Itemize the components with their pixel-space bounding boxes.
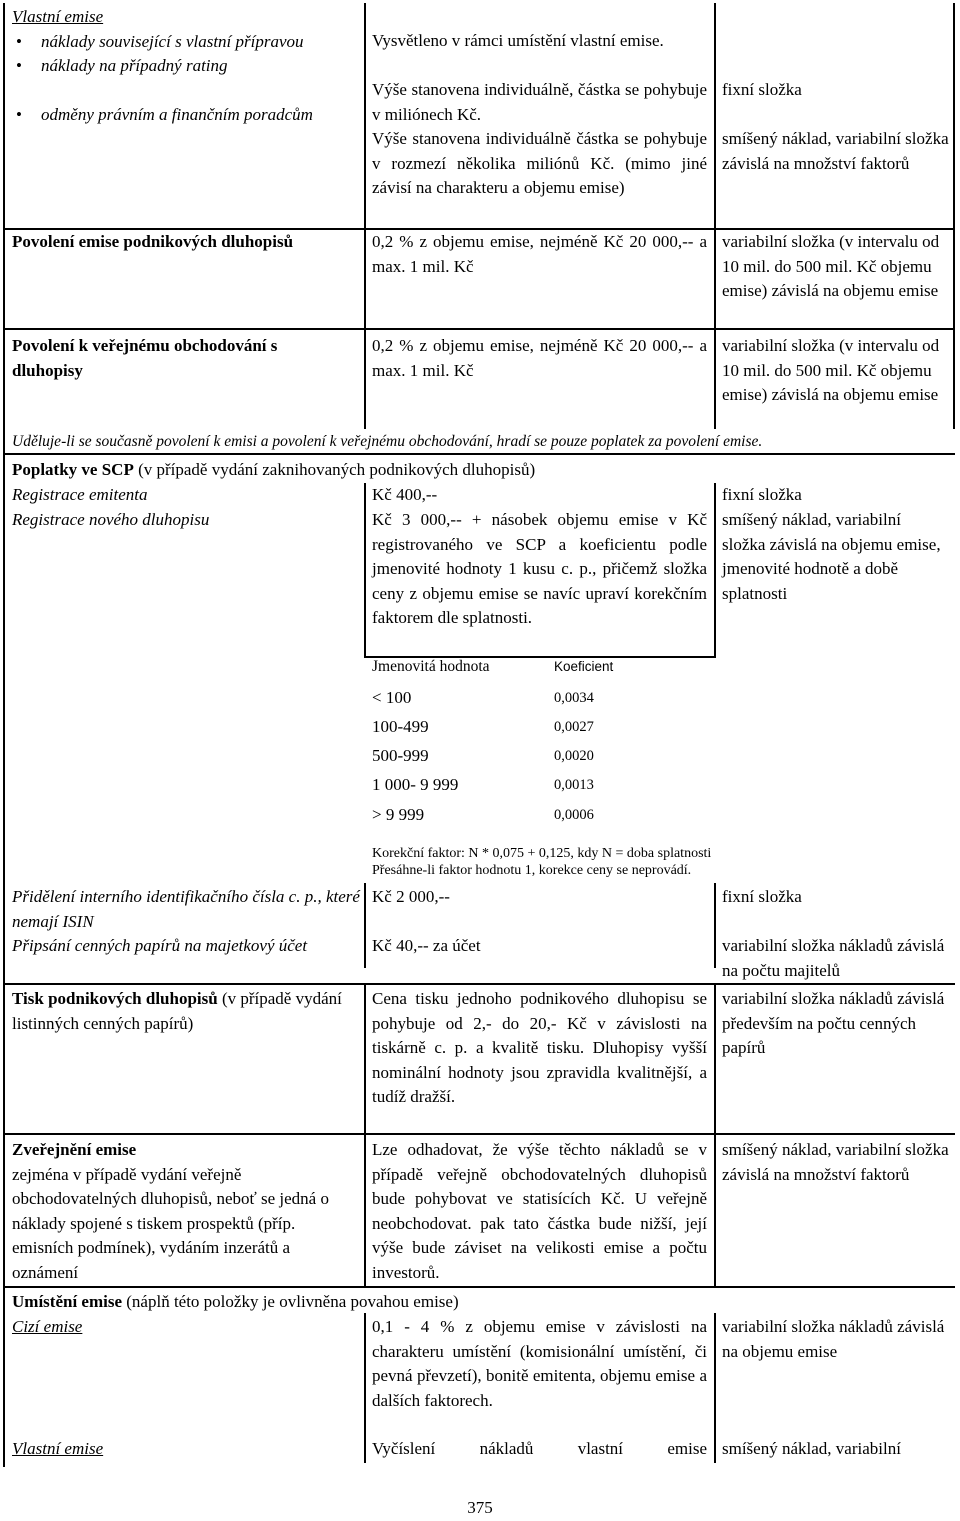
reg-issuer-type: fixní složka bbox=[722, 485, 802, 504]
coef-header-nominal: Jmenovitá hodnota bbox=[372, 658, 490, 675]
coef-value: 0,0006 bbox=[554, 807, 594, 823]
coef-nominal: 1 000- 9 999 bbox=[372, 775, 459, 794]
coef-value: 0,0027 bbox=[554, 719, 594, 735]
scp-heading-row bbox=[12, 458, 952, 483]
rule-col1-c bbox=[364, 883, 366, 968]
print-label-rest: (v případě vydání listinných cenných papírů) bbox=[12, 989, 342, 1033]
rule-row2 bbox=[3, 328, 955, 330]
permit-bonds-desc: 0,2 % z objemu emise, nejméně Kč 20 000,-- a max. 1 mil. Kč bbox=[372, 232, 707, 276]
own-emission-desc1: Vysvětleno v rámci umístění vlastní emise. bbox=[372, 31, 664, 50]
rule-col1-e bbox=[364, 1313, 366, 1463]
reg-issuer-label: Registrace emitenta bbox=[12, 485, 148, 504]
permit-note: Uděluje-li se současně povolení k emisi a povolení k veřejnému obchodování, hradí se pouze poplatek za povolení emise. bbox=[12, 433, 763, 450]
coef-note2: Přesáhne-li faktor hodnotu 1, korekce ceny se neprovádí. bbox=[372, 863, 692, 878]
own-emission-desc3: Výše stanovena individuálně částka se pohybuje v rozmezí několika miliónů Kč. (mimo jiné závisí na charakteru a objemu emise) bbox=[372, 129, 707, 197]
coef-nominal: 100-499 bbox=[372, 717, 429, 736]
coef-nominal: 500-999 bbox=[372, 746, 429, 765]
permit-bonds-label: Povolení emise podnikových dluhopisů bbox=[12, 232, 294, 251]
coef-value: 0,0020 bbox=[554, 748, 594, 764]
rule-col2-c bbox=[714, 883, 716, 968]
print-label bbox=[12, 987, 362, 1036]
reg-bond-desc: Kč 3 000,-- + násobek objemu emise v Kč registrovaného ve SCP a koeficientu podle jmenovité hodnoty 1 kusu c. p., přičemž složka ceny z objemu emise se navíc upraví korekčním faktorem dle splatnosti. bbox=[372, 510, 707, 627]
placement-heading: Umístění emise bbox=[12, 1292, 123, 1311]
permit-bonds-type: variabilní složka (v intervalu od 10 mil. do 500 mil. Kč objemu emise) závislá na objemu emise bbox=[722, 232, 940, 300]
account-fee: Kč 40,-- za účet bbox=[372, 936, 481, 955]
publish-label-bold: Zveřejnění emise bbox=[12, 1140, 137, 1159]
own-emission-block bbox=[12, 5, 364, 127]
rule-left bbox=[3, 3, 5, 1467]
rule-row5 bbox=[3, 983, 955, 985]
permit-trading-label: Povolení k veřejnému obchodování s dluhopisy bbox=[12, 336, 278, 380]
print-desc: Cena tisku jednoho podnikového dluhopisu se pohybuje od 2,- do 20,- Kč v závislosti na tiskárně c. p. a kvalitě tisku. Dluhopisy vyšší nominální hodnoty jsou zpravidla kvalitnější, a tudíž dražší. bbox=[372, 989, 707, 1106]
page-number: 375 bbox=[467, 1498, 493, 1517]
print-label-bold: Tisk podnikových dluhopisů bbox=[12, 989, 218, 1008]
own-emission-label-2: Vlastní emise bbox=[12, 1439, 104, 1458]
permit-trading-desc: 0,2 % z objemu emise, nejméně Kč 20 000,-- a max. 1 mil. Kč bbox=[372, 336, 707, 380]
publish-label bbox=[12, 1138, 347, 1285]
account-type: variabilní složka nákladů závislá na počtu majitelů bbox=[722, 936, 945, 980]
rule-row7 bbox=[3, 1286, 955, 1288]
coef-nominal: > 9 999 bbox=[372, 805, 425, 824]
own-emission-desc2: Výše stanovena individuálně, částka se pohybuje v miliónech Kč. bbox=[372, 80, 707, 124]
rule-col1 bbox=[364, 3, 366, 429]
account-label: Připsání cenných papírů na majetkový účet bbox=[12, 936, 308, 955]
print-type: variabilní složka nákladů závislá především na počtu cenných papírů bbox=[722, 989, 945, 1057]
coef-nominal: < 100 bbox=[372, 688, 412, 707]
rule-row6 bbox=[3, 1133, 955, 1135]
own-emission-bullets bbox=[12, 30, 364, 128]
foreign-emission-desc: 0,1 - 4 % z objemu emise v závislosti na charakteru umístění (komisionální umístění, či pevná převzetí), bonitě emitenta, objemu emise a dalších faktorech. bbox=[372, 1317, 707, 1410]
rule-col2 bbox=[714, 3, 716, 429]
own-emission-type-2: smíšený náklad, variabilní bbox=[722, 1439, 901, 1458]
isin-fee: Kč 2 000,-- bbox=[372, 887, 450, 906]
reg-issuer-fee: Kč 400,-- bbox=[372, 485, 438, 504]
scp-heading-rest: (v případě vydání zaknihovaných podnikových dluhopisů) bbox=[133, 460, 536, 479]
coef-note1: Korekční faktor: N * 0,075 + 0,125, kdy N = doba splatnosti bbox=[372, 846, 712, 861]
coef-header-coef: Koeficient bbox=[554, 659, 614, 674]
coef-value: 0,0013 bbox=[554, 777, 594, 793]
own-emission-type2: fixní složka bbox=[722, 80, 802, 99]
own-emission-heading: Vlastní emise bbox=[12, 7, 104, 26]
permit-trading-type: variabilní složka (v intervalu od 10 mil. do 500 mil. Kč objemu emise) závislá na objemu emise bbox=[722, 336, 940, 404]
isin-label: Přidělení interního identifikačního čísla c. p., které nemají ISIN bbox=[12, 887, 360, 931]
bullet-item: • náklady na případný rating bbox=[12, 54, 364, 79]
bullet-item: • náklady související s vlastní přípravou bbox=[12, 30, 364, 55]
own-emission-type3: smíšený náklad, variabilní složka závislá na množství faktorů bbox=[722, 129, 949, 173]
rule-col2-e bbox=[714, 1313, 716, 1463]
placement-heading-row bbox=[12, 1290, 952, 1315]
own-emission-desc-2: Vyčíslení nákladů vlastní emise bbox=[372, 1439, 707, 1458]
placement-heading-rest: (náplň této položky je ovlivněna povahou emise) bbox=[122, 1292, 459, 1311]
reg-bond-label: Registrace nového dluhopisu bbox=[12, 510, 210, 529]
bullet-item: • odměny právním a finančním poradcům bbox=[12, 103, 364, 128]
rule-right bbox=[953, 3, 955, 429]
publish-desc: Lze odhadovat, že výše těchto nákladů se v případě veřejně obchodovatelných dluhopisů bude pohybovat ve statisících Kč. U veřejně neobchodovat. pak tato částka bude nižší, její výše bude záviset na velikosti emise a počtu investorů. bbox=[372, 1140, 707, 1282]
isin-type: fixní složka bbox=[722, 887, 802, 906]
rule-col2-b bbox=[714, 483, 716, 656]
reg-bond-type: smíšený náklad, variabilní složka závislá na objemu emise, jmenovité hodnotě a době splatnosti bbox=[722, 510, 941, 603]
scp-heading: Poplatky ve SCP bbox=[12, 460, 134, 479]
rule-col1-b bbox=[364, 483, 366, 656]
publish-label-rest: zejména v případě vydání veřejně obchodovatelných dluhopisů, neboť se jedná o náklady spojené s tiskem prospektů (příp. emisních podmínek), vydáním inzerátů a oznámení bbox=[12, 1164, 329, 1282]
foreign-emission-type: variabilní složka nákladů závislá na objemu emise bbox=[722, 1317, 945, 1361]
publish-type: smíšený náklad, variabilní složka závislá na množství faktorů bbox=[722, 1140, 949, 1184]
foreign-emission-label: Cizí emise bbox=[12, 1317, 83, 1336]
coef-value: 0,0034 bbox=[554, 690, 594, 706]
